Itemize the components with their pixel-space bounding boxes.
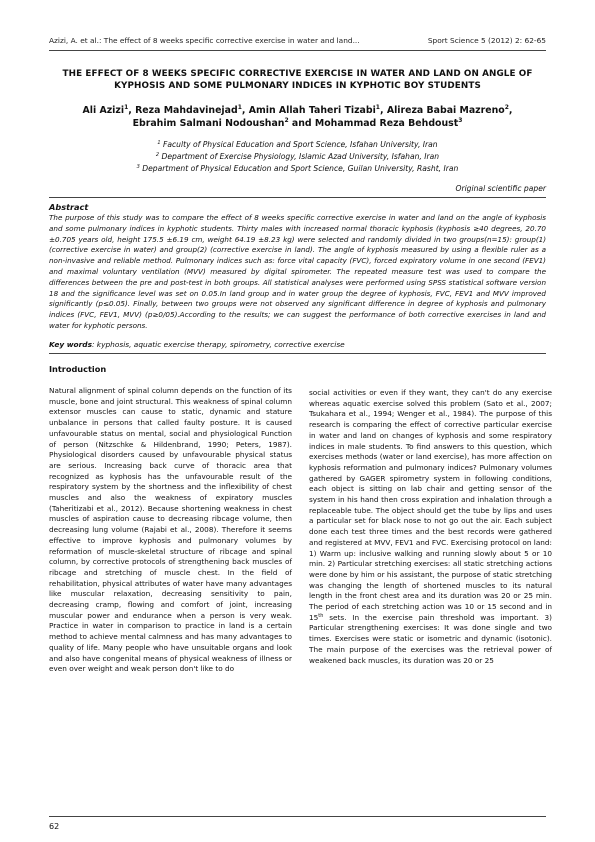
abstract-top-rule [49, 197, 546, 198]
keywords [49, 340, 546, 349]
header-rule [49, 50, 546, 51]
author-2: Reza Mahdavinejad$^1$, [135, 104, 249, 116]
affiliation-1: $^1$ Faculty of Physical Education and Sport Science, Isfahan University, Iran [157, 140, 438, 149]
abstract-heading: Abstract [49, 202, 89, 212]
affiliation-3: $^3$ Department of Physical Education and Sport Science, Guilan University, Rasht, Iran [136, 164, 459, 173]
author-6: Mohammad Reza Behdoust$^3$ [314, 117, 463, 129]
abstract-text: The purpose of this study was to compare the effect of 8 weeks specific corrective exercise in water and land on the angle of kyphosis and some pulmonary indices in kyphotic students. Thirty males with increased normal thoracic kyphosis (kyphosis ≥40 degrees, 20.70 ±0.705 years old, height 175.5 ±6.19 cm, weight 64.19 ±8.23 kg) were selected and randomly divided in two groups(n=15): group(1) (corrective exercise in water) and group(2) (corrective exercise in land). The angle of kyphosis measured by using a flexible ruler as a non-invasive and reliable method. Pulmonary indices such as: force vital capacity (FVC), forced expiratory volume in one second (FEV1) and maximal voluntary ventilation (MVV) measured by digital spirometer. The repeated measure test was used to compare the differences between the pre and post-test in both groups. All statistical analyses were performed using SPSS statistical software version 18 and the significance level was set on 0.05.In land group and in water group the degree of kyphosis, FVC, FEV1 and MVV improved significantly (p≤0.05). Finally, between two groups were not observed any significant difference in degree of kyphosis and pulmonary indices (FVC, FEV1, MVV) (p≥0/05).According to the results; we can suggest the performance of both corrective exercises in land and water for kyphotic persons. [49, 213, 546, 330]
running-head-right: Sport Science 5 (2012) 2: 62-65 [427, 36, 546, 45]
author-3: Amin Allah Taheri Tizabi$^1$, [248, 104, 387, 116]
keywords-label: Key words [49, 340, 92, 349]
author-4: Alireza Babai Mazreno$^2$, [386, 104, 513, 116]
running-head [49, 36, 546, 48]
introduction-left-column: Natural alignment of spinal column depends on the function of its muscle, bone and joint structural. This weakness of spinal column extensor muscles can cause to static, dynamic and stature unbalance in persons that called faulty posture. It is caused unfavourable status on mental, social and physiological Function of person (Nitzschke & Hildenbrand, 1990; Peters, 1987). Physiological disorders caused by unfavourable physical status are serious. Increasing back curve of thoracic area that recognized as kyphosis has the unfavourable result of the respiratory system by the shortness and the inflexibility of chest muscles and also the weakness of expiratory muscles (Taheritizabi et al., 2012). Because shortening weakness in chest muscles of aspiration cause to decreasing ribcage volume, then decreasing lung volume (Rajabi et al., 2008). Therefore it seems effective to improve kyphosis and pulmonary volumes by reformation of muscle-skeletal structure of ribcage and spinal column, by corrective protocols of strengthening back muscles of ribcage and stretching of muscle chest. In the field of rehabilitation, physical attributes of water have many advantages like muscular relaxation, decreasing sensitivity to pain, decreasing cramp, flowing and comfort of joint, increasing muscular power and endurance when a person is very weak. Practice in water in comparison to practice in land is a certain method to achieve mental calmness and has many advantages to quality of life. Many people who have unsuitable organs and look and also have congenital means of physical weakness of illness or even over weight and weak person don't like to do [49, 386, 292, 674]
running-head-left: Azizi, A. et al.: The effect of 8 weeks specific corrective exercise in water and land... [49, 36, 360, 45]
introduction-heading: Introduction [49, 364, 107, 374]
page-number: 62 [49, 822, 60, 831]
introduction-right-column: social activities or even if they want, they can't do any exercise whereas aquatic exercise solved this problem (Sato et al., 2007; Tsukahara et al., 1994; Wenger et al., 1984). The purpose of this research is comparing the effect of corrective particular exercise in water and land on changes of kyphosis and some respiratory indices in male students. To find answers to this question, which exercises methods (water or land exercise), has more affection on kyphosis reformation and pulmonary indices? Pulmonary volumes gathered by GAGER spirometry system in following conditions, each object is sitting on lab chair and getting sensor of the system in his hand then cross expiration and inhalation through a replaceable tube. The object should get the tube by lips and uses a particular set for black nose to not go out the air. Each subject done each test three times and the best records were gathered and registered at MVV, FEV1 and FVC. Exercising protocol on land: 1) Warm up: inclusive walking and running slowly about 5 or 10 min. 2) Particular stretching exercises: all static stretching actions were done by him or his assistant, the purpose of static stretching was changing the length of shortened muscles to its natural length in the front chest area and its duration was 20 or 25 min. The period of each stretching action was 10 or 15 second and in 15th sets. In the exercise pain threshold was important. 3) Particular strengthening exercises: It was done single and two times. Exercises were static or isometric and dynamic (isotonic). The main purpose of the exercises was the retrieval power of weakened back muscles, its duration was 20 or 25 [309, 388, 552, 665]
keywords-bottom-rule [49, 353, 546, 354]
paper-type: Original scientific paper [455, 184, 546, 193]
author-list [49, 104, 546, 130]
footer-rule [49, 816, 546, 817]
affiliation-2: $^2$ Department of Exercise Physiology, Islamic Azad University, Isfahan, Iran [155, 152, 440, 161]
paper-title: THE EFFECT OF 8 WEEKS SPECIFIC CORRECTIVE EXERCISE IN WATER AND LAND ON ANGLE OF KYPHOSIS AND SOME PULMONARY INDICES IN KYPHOTIC BOY STUDENTS [62, 69, 533, 91]
keywords-text: : kyphosis, aquatic exercise therapy, spirometry, corrective exercise [91, 340, 345, 349]
author-5: Ebrahim Salmani Nodoushan$^2$ and [132, 117, 315, 129]
author-1: Ali Azizi$^1$, [82, 104, 136, 116]
affiliation-list [49, 139, 546, 175]
